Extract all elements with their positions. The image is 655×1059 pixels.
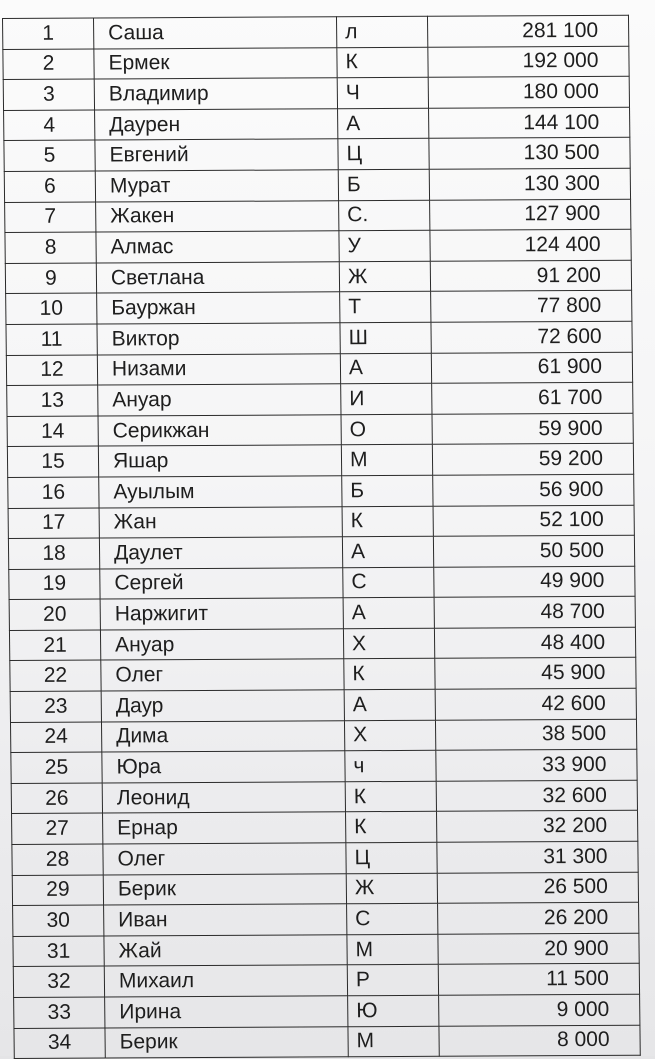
name-cell: Саша [93,17,336,49]
amount-cell: 48 400 [434,627,635,659]
row-number-cell: 18 [8,538,99,569]
name-cell: Серикжан [98,414,341,446]
name-cell: Даур [101,690,344,722]
code-cell: А [342,536,433,567]
amount-cell: 77 800 [431,291,632,323]
row-number-cell: 16 [8,477,99,508]
table-row [3,15,629,49]
table-body [3,15,641,1058]
table-row [12,811,638,845]
name-cell: Ернар [103,812,346,844]
amount-cell: 180 000 [428,76,629,108]
code-cell: С [347,903,438,934]
table-row [11,749,637,783]
code-cell: Б [338,169,429,200]
table-row [14,1025,640,1059]
code-cell: О [341,414,432,445]
table-row [6,291,632,325]
code-cell: И [341,383,432,414]
name-cell: Виктор [97,323,340,355]
row-number-cell: 15 [7,446,98,477]
amount-cell: 130 500 [429,138,630,170]
row-number-cell: 29 [12,875,103,906]
row-number-cell: 22 [10,660,101,691]
code-cell: С. [339,200,430,231]
row-number-cell: 8 [5,232,96,263]
row-number-cell: 19 [9,569,100,600]
amount-cell: 130 300 [429,168,630,200]
code-cell: Х [343,628,434,659]
name-cell: Мурат [95,170,338,202]
ranking-table [2,15,641,1059]
row-number-cell: 6 [4,171,95,202]
amount-cell: 144 100 [429,107,630,139]
amount-cell: 32 200 [437,811,638,843]
code-cell: л [336,16,427,47]
table-row [14,994,640,1028]
row-number-cell: 3 [3,79,94,110]
amount-cell: 59 900 [432,413,633,445]
name-cell: Жай [104,935,347,967]
ranking-table-wrapper [2,15,622,1059]
amount-cell: 31 300 [437,841,638,873]
code-cell: К [337,47,428,78]
name-cell: Ирина [105,996,348,1028]
amount-cell: 32 600 [436,780,637,812]
name-cell: Владимир [94,78,337,110]
code-cell: Ш [340,322,431,353]
name-cell: Сергей [100,567,343,599]
name-cell: Михаил [104,965,347,997]
name-cell: Ермек [94,47,337,79]
name-cell: Жакен [96,200,339,232]
code-cell: Ж [339,261,430,292]
name-cell: Даурен [95,109,338,141]
table-row [12,841,638,875]
code-cell: М [348,1026,439,1057]
table-row [13,964,639,998]
code-cell: Х [344,720,435,751]
amount-cell: 61 900 [431,352,632,384]
table-row [3,76,629,110]
code-cell: К [345,781,436,812]
row-number-cell: 13 [7,385,98,416]
code-cell: Т [340,292,431,323]
code-cell: М [347,934,438,965]
code-cell: К [344,659,435,690]
name-cell: Светлана [96,261,339,293]
amount-cell: 49 900 [434,566,635,598]
name-cell: Яшар [98,445,341,477]
amount-cell: 48 700 [434,597,635,629]
amount-cell: 8 000 [439,1025,640,1057]
name-cell: Жан [99,506,342,538]
row-number-cell: 30 [13,905,104,936]
name-cell: Олег [103,843,346,875]
table-row [9,597,635,631]
table-row [12,872,638,906]
row-number-cell: 5 [4,140,95,171]
row-number-cell: 34 [14,1028,105,1059]
row-number-cell: 7 [5,202,96,233]
row-number-cell: 12 [6,355,97,386]
amount-cell: 50 500 [433,535,634,567]
name-cell: Берик [105,1026,348,1058]
amount-cell: 20 900 [438,933,639,965]
table-row [7,413,633,447]
amount-cell: 59 200 [432,444,633,476]
table-row [5,260,631,294]
amount-cell: 281 100 [427,15,628,47]
code-cell: Р [347,965,438,996]
code-cell: Ю [348,995,439,1026]
table-row [7,382,633,416]
name-cell: Дима [101,720,344,752]
row-number-cell: 17 [8,508,99,539]
row-number-cell: 23 [10,691,101,722]
name-cell: Алмас [96,231,339,263]
name-cell: Юра [102,751,345,783]
code-cell: Ц [346,842,437,873]
name-cell: Ануар [98,384,341,416]
code-cell: А [343,598,434,629]
row-number-cell: 25 [11,752,102,783]
name-cell: Ауылым [99,476,342,508]
code-cell: Ч [337,77,428,108]
row-number-cell: 4 [4,110,95,141]
row-number-cell: 26 [11,783,102,814]
code-cell: А [340,353,431,384]
row-number-cell: 32 [13,966,104,997]
code-cell: С [343,567,434,598]
row-number-cell: 24 [10,722,101,753]
amount-cell: 45 900 [435,658,636,690]
name-cell: Олег [101,659,344,691]
name-cell: Даулет [99,537,342,569]
table-row [10,719,636,753]
amount-cell: 124 400 [430,229,631,261]
table-row [6,352,632,386]
table-row [4,138,630,172]
code-cell: К [346,812,437,843]
table-row [10,688,636,722]
code-cell: Ж [346,873,437,904]
amount-cell: 52 100 [433,505,634,537]
table-row [8,505,634,539]
amount-cell: 56 900 [433,474,634,506]
row-number-cell: 14 [7,416,98,447]
table-row [13,933,639,967]
name-cell: Ануар [100,629,343,661]
table-row [4,168,630,202]
row-number-cell: 1 [3,18,94,49]
amount-cell: 91 200 [430,260,631,292]
name-cell: Евгений [95,139,338,171]
code-cell: А [338,108,429,139]
row-number-cell: 9 [5,263,96,294]
amount-cell: 42 600 [435,688,636,720]
table-row [11,780,637,814]
code-cell: У [339,230,430,261]
table-row [13,902,639,936]
table-row [4,107,630,141]
row-number-cell: 28 [12,844,103,875]
name-cell: Иван [104,904,347,936]
table-row [7,444,633,478]
code-cell: К [342,506,433,537]
row-number-cell: 31 [13,936,104,967]
table-row [10,658,636,692]
amount-cell: 11 500 [438,964,639,996]
amount-cell: 61 700 [432,382,633,414]
code-cell: Б [342,475,433,506]
table-row [6,321,632,355]
name-cell: Леонид [102,782,345,814]
amount-cell: 9 000 [439,994,640,1026]
table-row [8,535,634,569]
amount-cell: 38 500 [435,719,636,751]
table-row [5,199,631,233]
amount-cell: 192 000 [428,46,629,78]
code-cell: А [344,689,435,720]
row-number-cell: 27 [12,813,103,844]
name-cell: Наржигит [100,598,343,630]
name-cell: Берик [103,873,346,905]
row-number-cell: 2 [3,49,94,80]
name-cell: Низами [97,353,340,385]
table-row [9,627,635,661]
table-row [3,46,629,80]
amount-cell: 26 500 [437,872,638,904]
row-number-cell: 21 [9,630,100,661]
table-row [5,229,631,263]
row-number-cell: 11 [6,324,97,355]
table-row [9,566,635,600]
amount-cell: 127 900 [430,199,631,231]
amount-cell: 33 900 [436,749,637,781]
row-number-cell: 33 [14,997,105,1028]
code-cell: ч [345,751,436,782]
code-cell: М [341,445,432,476]
row-number-cell: 20 [9,599,100,630]
amount-cell: 26 200 [438,902,639,934]
row-number-cell: 10 [6,293,97,324]
name-cell: Бауржан [97,292,340,324]
code-cell: Ц [338,139,429,170]
table-row [8,474,634,508]
amount-cell: 72 600 [431,321,632,353]
